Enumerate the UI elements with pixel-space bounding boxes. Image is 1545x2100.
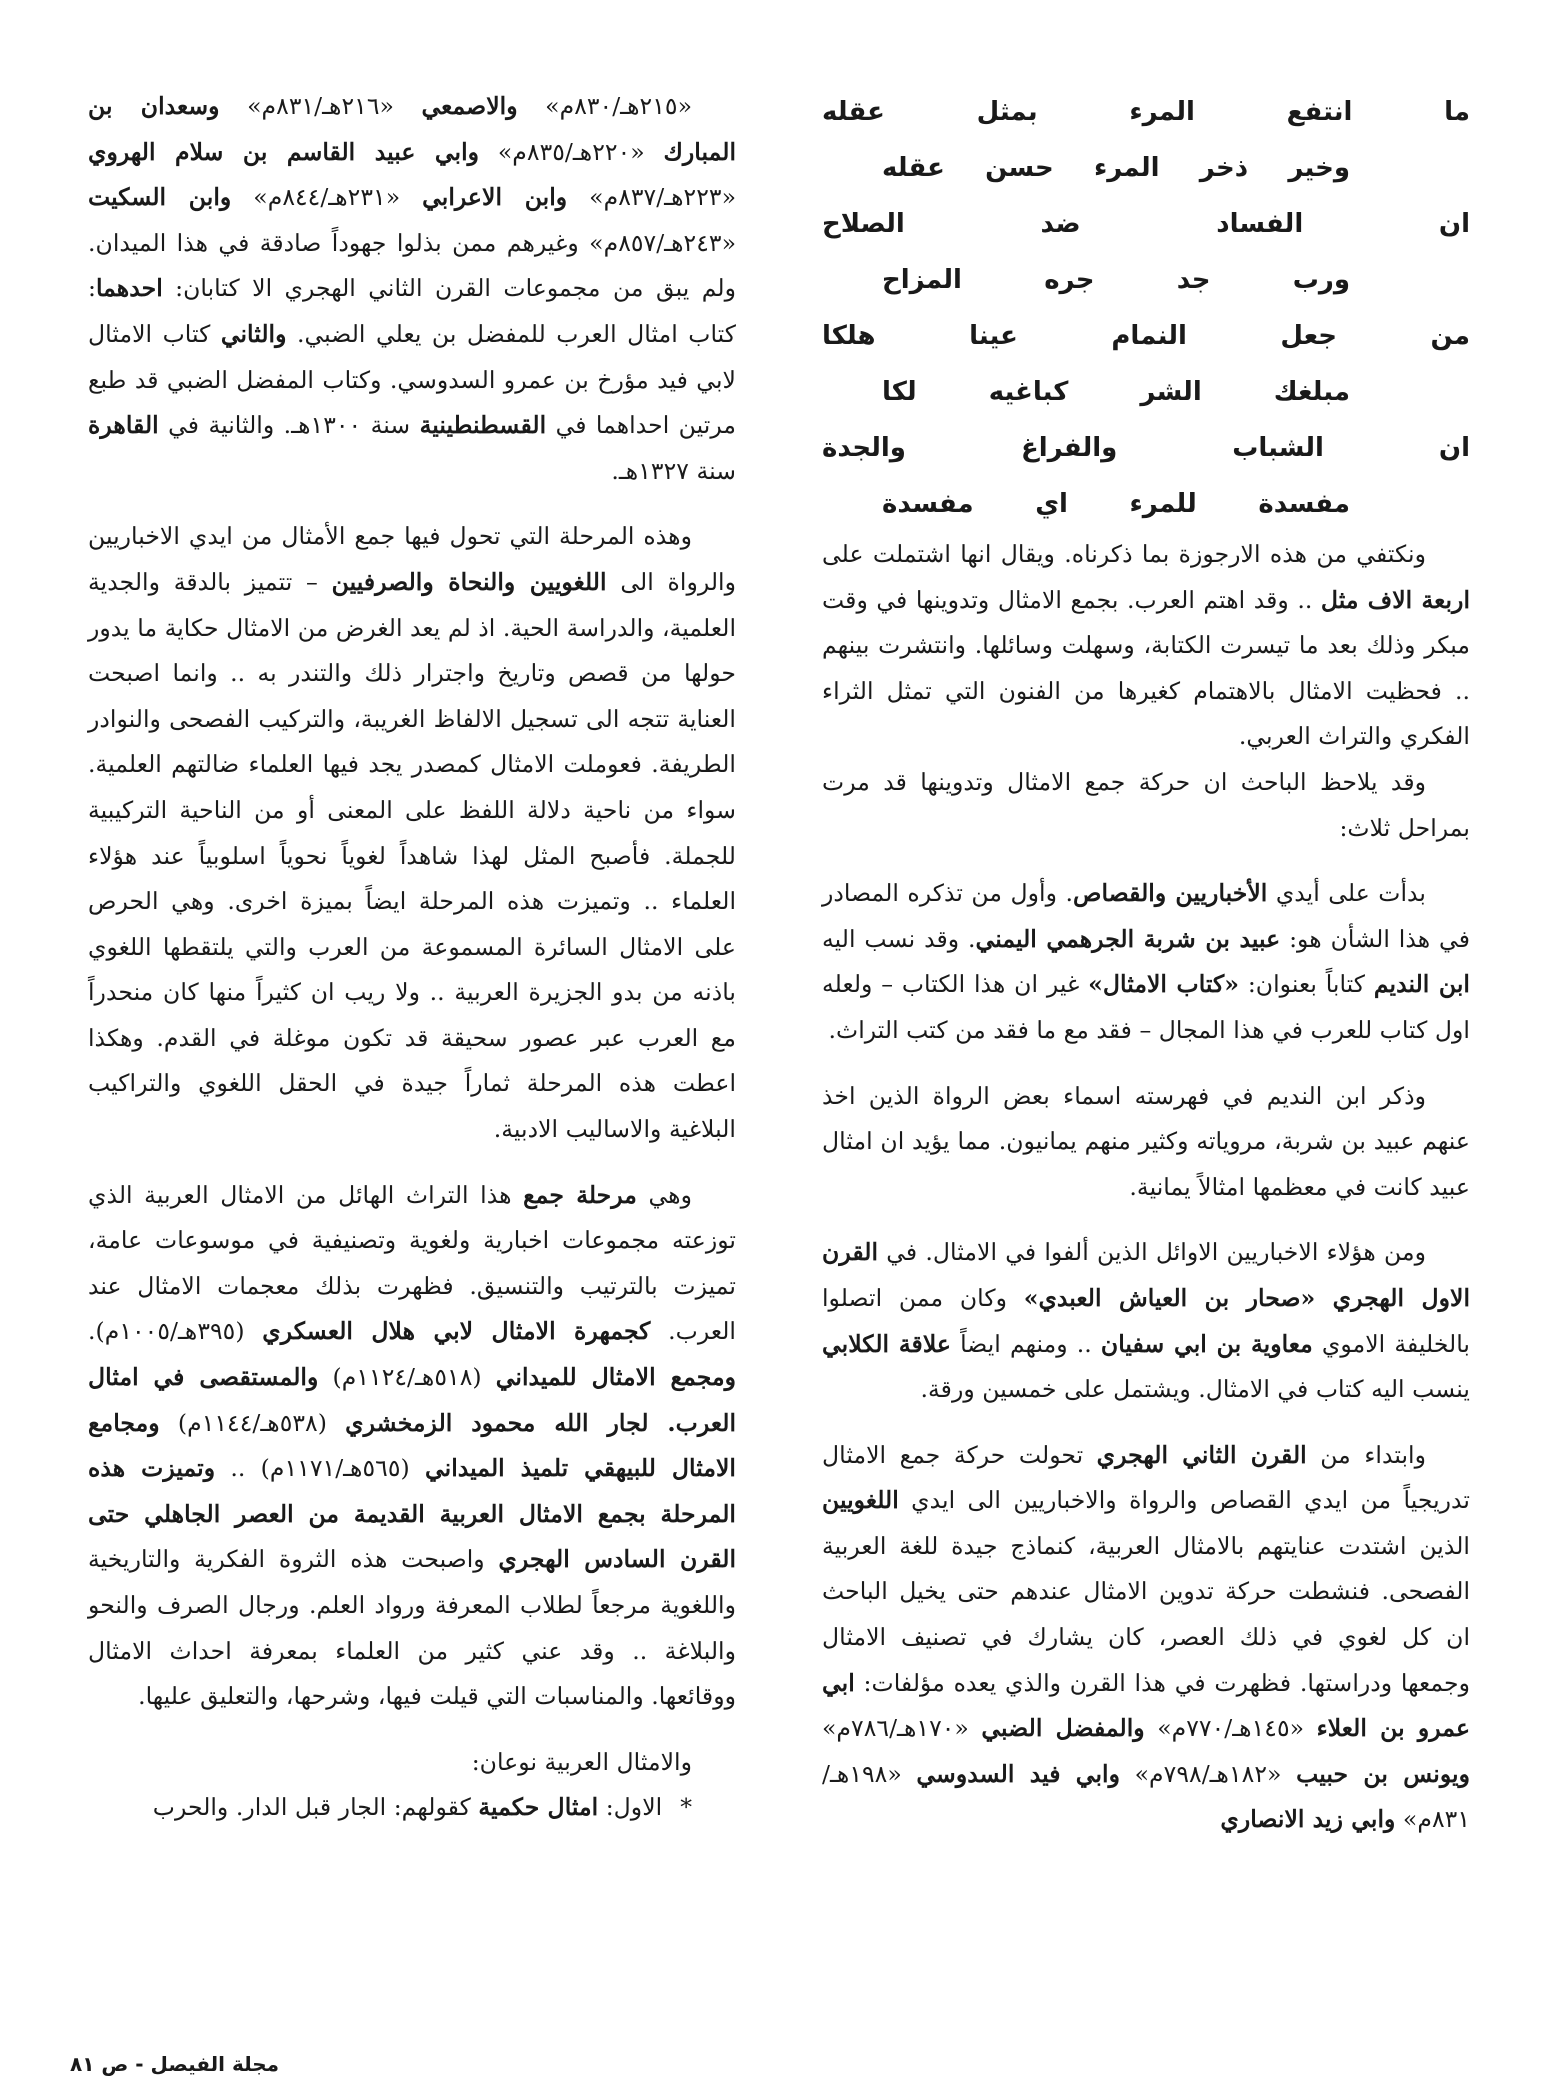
text-run: «١٤٥هـ/٧٧٠م» [1144, 1714, 1317, 1743]
poem-word: اي [1035, 489, 1068, 519]
poem-line [822, 308, 1470, 364]
bold-term: وابي عبيد القاسم بن سلام الهروي [88, 137, 480, 166]
paragraph [88, 84, 736, 494]
poem-word: مفسدة [882, 489, 974, 519]
poem-word: الفساد [1216, 209, 1304, 239]
bold-term: والمستقصى في امثال العرب. لجار الله محمود الزمخشري [88, 1363, 736, 1437]
text-run: كتاباً بعنوان: [1239, 970, 1374, 999]
text-run: «١٨٢هـ/٧٩٨م» [1120, 1759, 1297, 1788]
poem-word: لكا [882, 377, 917, 407]
poem-word: هلكا [822, 321, 876, 351]
poem-word: المزاح [882, 265, 962, 295]
bold-term: القرن الاول الهجري «صحار بن العياش العبدي» [822, 1238, 1470, 1312]
text-run: (٥٣٨هـ/١١٤٤م) [159, 1408, 346, 1437]
poem-line [822, 420, 1470, 476]
page-footer: مجلة الفيصل - ص ٨١ [70, 2052, 280, 2076]
poem-word: حسن [985, 153, 1054, 183]
paragraph [822, 532, 1470, 760]
text-run: غير ان هذا الكتاب – ولعله اول كتاب للعرب في هذا المجال – فقد مع ما فقد من كتب التراث. [822, 970, 1470, 1044]
paragraph [822, 1074, 1470, 1211]
poem-word: كباغيه [988, 377, 1069, 407]
bold-term: وابي زيد الانصاري [1220, 1805, 1396, 1834]
text-run: كتاب الامثال لابي فيد مؤرخ بن عمرو السدوسي. وكتاب المفضل الضبي قد طبع مرتين احداهما في [88, 319, 736, 440]
poem-block [822, 84, 1470, 532]
poem-word: ذخر [1199, 153, 1249, 183]
text-run: كقولهم: الجار قبل الدار. والحرب [152, 1793, 479, 1822]
poem-word: ورب [1292, 265, 1350, 295]
bold-term: مرحلة جمع [523, 1180, 637, 1209]
poem-word: مفسدة [1258, 489, 1350, 519]
paragraph [88, 1173, 736, 1720]
text-run: ينسب اليه كتاب في الامثال. ويشتمل على خمسين ورقة. [920, 1375, 1470, 1404]
bold-term: ابن النديم [1373, 970, 1470, 999]
bold-term: والاصمعي [421, 92, 518, 120]
poem-word: ما [1444, 97, 1470, 127]
bold-term: وابن السكيت [88, 183, 232, 212]
text-run: (٣٩٥هـ/١٠٠٥م). [88, 1317, 263, 1346]
bold-term: وابي فيد السدوسي [916, 1759, 1120, 1788]
text-run: (٥١٨هـ/١١٢٤م) [318, 1363, 496, 1392]
paragraph [88, 1740, 736, 1786]
poem-word: عقله [882, 153, 945, 183]
poem-word: المرء [1093, 153, 1160, 183]
poem-word: والفراغ [1020, 433, 1118, 463]
poem-word: الشر [1140, 377, 1202, 407]
text-run: «٢٤٣هـ/٨٥٧م» وغيرهم ممن بذلوا جهوداً صادقة في هذا الميدان. ولم يبق من مجموعات القرن الثاني الهجري الا كتابان: [88, 228, 736, 303]
text-run: ونكتفي من هذه الارجوزة بما ذكرناه. ويقال انها اشتملت على [822, 540, 1426, 568]
text-run: الاول: [598, 1793, 663, 1822]
poem-word: المرء [1129, 97, 1195, 127]
text-run: (٥٦٥هـ/١١٧١م) .. [215, 1454, 426, 1483]
poem-word: الشباب [1232, 433, 1324, 463]
poem-line [822, 364, 1470, 420]
text-run: «٢١٥هـ/٨٣٠م» [517, 92, 692, 120]
text-run: «١٧٠هـ/٧٨٦م» [822, 1714, 982, 1743]
text-run: واصبحت هذه الثروة الفكرية والتاريخية واللغوية مرجعاً لطلاب المعرفة ورواد العلم. ورجال الصرف والنحو والبلاغة .. وقد عني كثير من العلماء بمعرفة احداث الامثال ووقائعها. والمناسبات التي قيلت فيها، وشرحها، والتعليق عليها. [88, 1545, 736, 1711]
poem-word: الصلاح [822, 209, 905, 239]
bold-term: ويونس بن حبيب [1296, 1759, 1471, 1788]
text-run: سنة ١٣٠٠هـ. والثانية في [158, 411, 420, 440]
text-run: .. وقد اهتم العرب. بجمع الامثال وتدوينها في وقت مبكر وذلك بعد ما تيسرت الكتابة، وسهلت وسائلها. وانتشرت بينهم .. فحظيت الامثال بالاهتمام كغيرها من الفنون التي تمثل الثراء الفكري والتراث العربي. [822, 585, 1470, 751]
poem-word: وخير [1288, 153, 1350, 183]
text-run: – تتميز بالدقة والجدية العلمية، والدراسة الحية. اذ لم يعد الغرض من الامثال حكاية ما يدور حولها من قصص وتاريخ واجترار ذلك والتندر به .. وانما اصبحت العناية تتجه الى تسجيل الالفاظ الغريبة، والتركيب الفصحى والنوادر الطريفة. فعوملت الامثال كمصدر يجد فيها العلماء ضالتهم العلمية. سواء من ناحية دلالة اللفظ على المعنى أو من الناحية التركيبية للجملة. فأصبح المثل لهذا شاهداً لغوياً نحوياً اسلوبياً عند هؤلاء العلماء .. وتميزت هذه المرحلة ايضاً بميزة اخرى. وهي الحرص على الامثال السائرة المسموعة من العرب والتي يلتقطها اللغوي باذنه من بدو الجزيرة العربية .. ولا ريب ان كثيراً منها كان منحدراً مع العرب عبر عصور سحيقة قد تكون موغلة في القدم. وهكذا اعطت هذه المرحلة ثماراً جيدة في الحقل اللغوي والتراكيب البلاغية والاساليب الادبية. [88, 567, 736, 1144]
poem-line [822, 84, 1470, 140]
text-run: «١٩٨هـ/٨٣١م» [822, 1759, 1470, 1834]
bold-term: ابي عمرو بن العلاء [822, 1668, 1471, 1743]
bold-term: امثال حكمية [478, 1793, 599, 1822]
poem-line [822, 476, 1470, 532]
bold-term: ومجامع الامثال للبيهقي تلميذ الميداني [88, 1408, 736, 1483]
poem-word: انتفع [1286, 97, 1353, 127]
text-run: وهي [636, 1180, 692, 1209]
poem-word: جره [1044, 265, 1095, 295]
left-column [88, 84, 736, 1831]
bold-term: معاوية بن ابي سفيان [1100, 1329, 1313, 1358]
text-run: .. ومنهم ايضاً [950, 1329, 1101, 1358]
text-run: «٢٢٠هـ/٨٣٥م» [479, 137, 664, 166]
bold-term: القرن الثاني الهجري [1096, 1440, 1307, 1469]
bold-term: عبيد بن شربة الجرهمي اليمني [975, 924, 1281, 953]
text-run: الذين اشتدت عنايتهم بالامثال العربية، كنماذج جيدة للغة العربية الفصحى. فنشطت حركة تدوين الامثال عندهم حتى يخيل الباحث ان كل لغوي في ذلك العصر، كان يشارك في تصنيف الامثال وجمعها ودراستها. فظهرت في هذا القرن والذي يعده مؤلفات: [822, 1531, 1470, 1697]
poem-line [822, 196, 1470, 252]
poem-word: للمرء [1129, 489, 1197, 519]
text-run: وذكر ابن النديم في فهرسته اسماء بعض الرواة الذين اخذ عنهم عبيد بن شربة، مروياته وكثير منهم يمانيون. مما يؤيد ان امثال عبيد كانت في معظمها امثالاً يمانية. [822, 1081, 1470, 1201]
text-run: : كتاب امثال العرب للمفضل بن يعلي الضبي. [88, 274, 736, 348]
text-run: «٢١٦هـ/٨٣١م» [219, 92, 422, 120]
poem-word: والجدة [822, 433, 906, 463]
text-run: وهذه المرحلة التي تحول فيها جمع الأمثال من ايدي الاخباريين والرواة الى [88, 522, 736, 596]
poem-word: جعل [1280, 321, 1337, 351]
text-run: «٢٢٣هـ/٨٣٧م» [567, 183, 737, 212]
bullet-star-icon: * [680, 1793, 692, 1822]
bold-term: ومجمع الامثال للميداني [495, 1363, 737, 1392]
bold-term: والمفضل الضبي [981, 1714, 1145, 1743]
poem-word: مبلغك [1273, 377, 1350, 407]
poem-word: جد [1176, 265, 1211, 295]
text-run: . وقد نسب اليه [822, 924, 976, 953]
poem-line [822, 252, 1470, 308]
text-run: وقد يلاحظ الباحث ان حركة جمع الامثال وتدوينها قد مرت بمراحل ثلاث: [822, 767, 1470, 842]
text-run: سنة ١٣٢٧هـ. [611, 456, 736, 485]
text-run: والامثال العربية نوعان: [471, 1747, 692, 1776]
bold-term: والثاني [220, 319, 287, 348]
bold-term: وسعدان بن المبارك [88, 92, 737, 166]
paragraph [822, 760, 1470, 851]
bold-term: القاهرة [88, 411, 159, 440]
right-column [822, 84, 1470, 1843]
text-run: هذا التراث الهائل من الامثال العربية الذي توزعته مجموعات اخبارية ولغوية وتصنيفية في موسوعات عامة، تميزت بالترتيب والتنسيق. فظهرت بذلك معجمات الامثال عند العرب. [88, 1180, 736, 1346]
paragraph [88, 1785, 736, 1831]
bold-term: وابن الاعرابي [422, 183, 568, 212]
poem-word: عينا [969, 321, 1018, 351]
bold-term: علاقة الكلابي [822, 1329, 951, 1358]
text-run: ومن هؤلاء الاخباريين الاوائل الذين ألفوا في الامثال. في [878, 1238, 1426, 1267]
text-run: وابتداء من [1306, 1440, 1426, 1469]
text-run: . وأول من تذكره المصادر في هذا الشأن هو: [822, 879, 1470, 953]
text-run: «٢٣١هـ/٨٤٤م» [231, 183, 423, 212]
poem-word: ضد [1040, 209, 1081, 239]
text-run: تحولت حركة جمع الامثال تدريجياً من ايدي القصاص والرواة والاخباريين الى ايدي [822, 1440, 1470, 1515]
bold-term: اللغويين والنحاة والصرفيين [331, 567, 607, 596]
poem-word: النمام [1111, 321, 1187, 351]
paragraph [822, 871, 1470, 1053]
poem-word: بمثل [976, 97, 1038, 127]
poem-line [822, 140, 1470, 196]
bold-term: الأخباريين والقصاص [1072, 879, 1268, 908]
bold-term: اللغويين [822, 1486, 899, 1515]
paragraph [88, 514, 736, 1152]
poem-word: ان [1438, 209, 1470, 239]
paragraph [822, 1433, 1470, 1843]
bold-term: «كتاب الامثال» [1088, 970, 1240, 999]
bold-term: كجمهرة الامثال لابي هلال العسكري [262, 1317, 651, 1346]
bold-term: وتميزت هذه المرحلة بجمع الامثال العربية القديمة من العصر الجاهلي حتى القرن السادس الهجري [88, 1454, 736, 1574]
right-column-body [822, 532, 1470, 1843]
paragraph [822, 1230, 1470, 1412]
bold-term: احدهما [95, 274, 163, 303]
poem-word: ان [1438, 433, 1470, 463]
bold-term: اربعة الاف مثل [1320, 585, 1471, 614]
bold-term: القسطنطينية [419, 411, 547, 440]
poem-word: من [1430, 321, 1470, 351]
text-run: وكان ممن اتصلوا بالخليفة الاموي [822, 1283, 1471, 1358]
poem-word: عقله [822, 97, 885, 127]
text-run: بدأت على أيدي [1267, 879, 1426, 908]
